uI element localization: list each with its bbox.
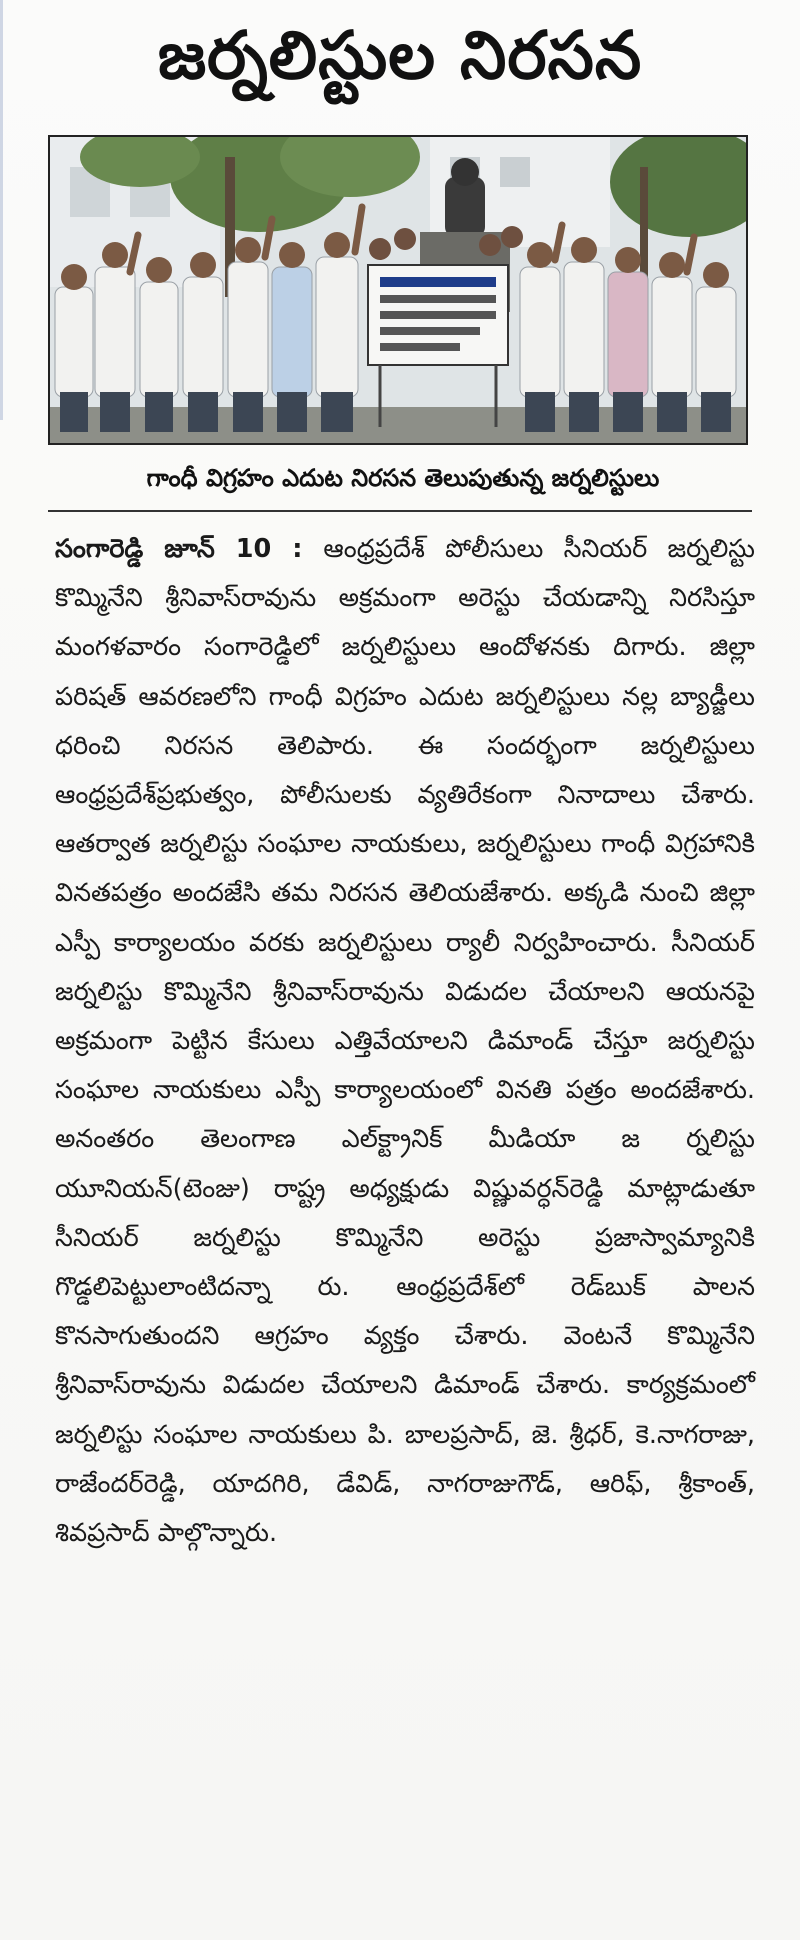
headline: జర్నలిస్టుల నిరసన xyxy=(157,17,643,94)
article-body xyxy=(55,525,755,1558)
article-text: ఆంధ్రప్రదేశ్ పోలీసులు సీనియర్ జర్నలిస్టు కొమ్మినేని శ్రీనివాస్‌రావును అక్రమంగా అరెస్టు చేయడాన్ని నిరసిస్తూ మంగళవారం సంగారెడ్డిలో జర్నలిస్టులు ఆందోళనకు దిగారు. జిల్లా పరిషత్ ఆవరణలోని గాంధీ విగ్రహం ఎదుట జర్నలిస్టులు నల్ల బ్యాడ్జీలు ధరించి నిరసన తెలిపారు. ఈ సందర్భంగా జర్నలిస్టులు ఆంధ్రప్రదేశ్‌ప్రభుత్వం, పోలీసులకు వ్యతిరేకంగా నినాదాలు చేశారు. ఆతర్వాత జర్నలిస్టు సంఘాల నాయకులు, జర్నలిస్టులు గాంధీ విగ్రహానికి వినతపత్రం అందజేసి తమ నిరసన తెలియజేశారు. అక్కడి నుంచి జిల్లా ఎస్పీ కార్యాలయం వరకు జర్నలిస్టులు ర్యాలీ నిర్వహించారు. సీనియర్ జర్నలిస్టు కొమ్మినేని శ్రీనివాస్‌రావును విడుదల చేయాలని ఆయనపై అక్రమంగా పెట్టిన కేసులు ఎత్తివేయాలని డిమాండ్ చేస్తూ జర్నలిస్టు సంఘాల నాయకులు ఎస్పీ కార్యాలయంలో వినతి పత్రం అందజేశారు. అనంతరం తెలంగాణ ఎల్‌క్ట్రానిక్ మీడియా జ ర్నలిస్టు యూనియన్(టెంజు) రాష్ట్ర అధ్యక్షుడు విష్ణువర్ధన్‌రెడ్డి మాట్లాడుతూ సీనియర్ జర్నలిస్టు కొమ్మినేని అరెస్టు ప్రజాస్వామ్యానికి గొడ్డలిపెట్టులాంటిదన్నా రు. ఆంధ్రప్రదేశ్‌లో రెడ్‌బుక్ పాలన కొనసాగుతుందని ఆగ్రహం వ్యక్తం చేశారు. వెంటనే కొమ్మినేని శ్రీనివాస్‌రావును విడుదల చేయాలని డిమాండ్ చేశారు. కార్యక్రమంలో జర్నలిస్టు సంఘాల నాయకులు పి. బాలప్రసాద్, జె. శ్రీధర్, కె.నాగరాజు, రాజేందర్‌రెడ్డి, యాదగిరి, డేవిడ్, నాగరాజుగౌడ్, ఆరిఫ్, శ్రీకాంత్, శివప్రసాద్ పాల్గొన్నారు. xyxy=(55,534,755,1549)
protest-photo-illustration xyxy=(50,137,748,445)
protest-photo xyxy=(48,135,748,445)
caption-divider xyxy=(48,510,752,512)
article-dateline: సంగారెడ్డి జూన్ 10 : xyxy=(55,534,324,564)
photo-caption: గాంధీ విగ్రహం ఎదుట నిరసన తెలుపుతున్న జర్నలిస్టులు xyxy=(146,464,660,492)
